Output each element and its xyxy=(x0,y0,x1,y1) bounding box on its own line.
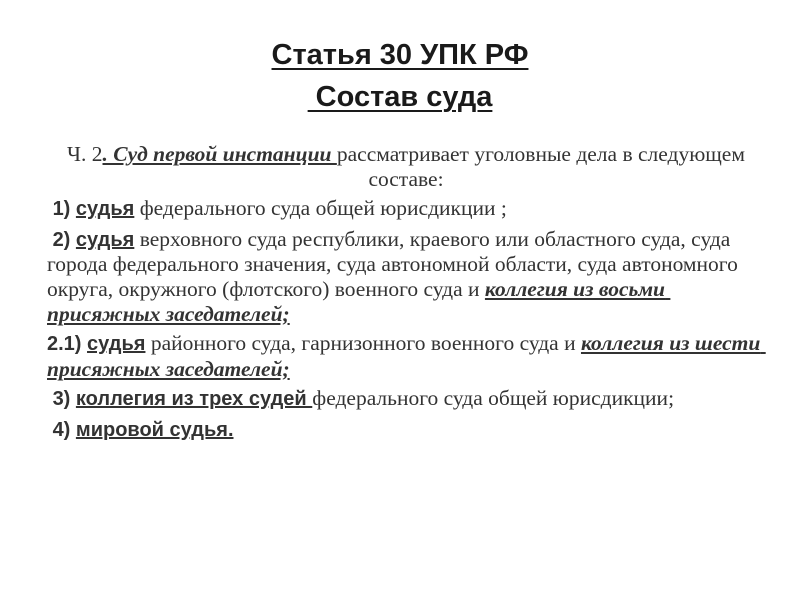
item-number: 1) xyxy=(47,198,76,221)
list-item xyxy=(47,417,765,443)
item-emphasis: коллегия из шести присяжных заседателей; xyxy=(47,331,766,381)
item-number: 4) xyxy=(47,418,76,441)
item-term: судья xyxy=(75,228,135,251)
item-text: федерального суда общей юрисдикции; xyxy=(312,386,675,411)
list-item xyxy=(47,196,765,222)
slide-title xyxy=(0,34,800,118)
item-term: коллегия из трех судей xyxy=(75,388,313,411)
item-number: 2.1) xyxy=(47,333,88,356)
item-text: верховного суда республики, краевого или областного суда, суда города федерального значения, суда автономной области, суда автономного округа, окружного (флотского) военного суда и xyxy=(47,226,744,301)
item-text: районного суда, гарнизонного военного суда и xyxy=(145,331,581,356)
title-line-2 xyxy=(0,76,800,118)
title-subject: Состав суда xyxy=(307,81,493,113)
list-item xyxy=(47,331,765,381)
intro-paragraph xyxy=(47,142,765,191)
article-text xyxy=(47,142,765,448)
item-term: судья xyxy=(75,198,135,221)
part-number: Ч. 2 xyxy=(67,142,103,166)
item-emphasis: коллегия из восьми присяжных заседателей; xyxy=(47,276,671,326)
item-term: судья xyxy=(87,333,146,356)
title-article: Статья 30 УПК РФ xyxy=(271,39,529,71)
list-item xyxy=(47,386,765,412)
list-item xyxy=(47,227,765,326)
intro-text: рассматривает уголовные дела в следующем составе: xyxy=(336,142,751,191)
title-line-1 xyxy=(0,34,800,76)
item-number: 3) xyxy=(47,388,76,411)
court-first-instance: . Суд первой инстанции xyxy=(102,142,337,166)
item-term: мировой судья. xyxy=(75,418,234,441)
item-number: 2) xyxy=(47,228,76,251)
item-text: федерального суда общей юрисдикции ; xyxy=(134,196,507,221)
